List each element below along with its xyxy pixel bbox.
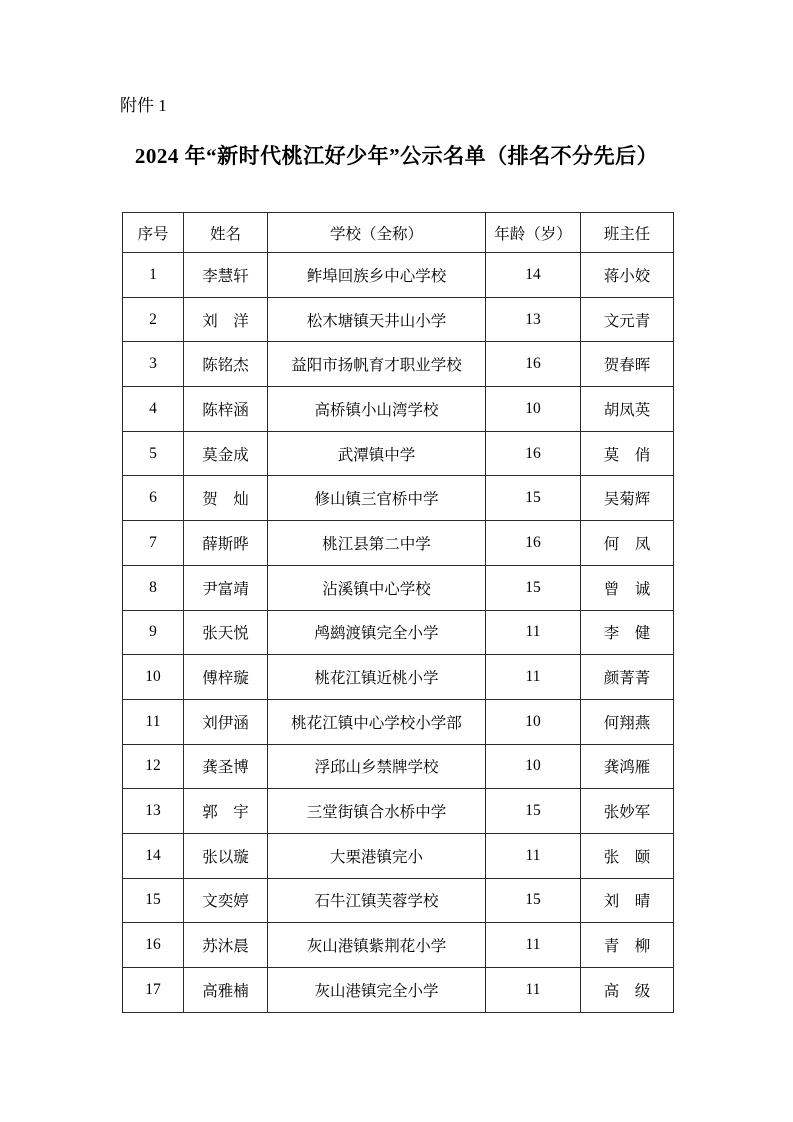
cell-teacher: 曾 诚 <box>581 565 674 610</box>
cell-name: 刘伊涵 <box>184 699 268 744</box>
table-row <box>123 923 674 968</box>
table-row <box>123 253 674 298</box>
table-row <box>123 565 674 610</box>
cell-name: 傅梓璇 <box>184 655 268 700</box>
table-row <box>123 297 674 342</box>
cell-age: 15 <box>486 565 581 610</box>
cell-school: 武潭镇中学 <box>268 431 486 476</box>
cell-age: 13 <box>486 297 581 342</box>
cell-name: 苏沐晨 <box>184 923 268 968</box>
cell-school: 灰山港镇紫荆花小学 <box>268 923 486 968</box>
cell-age: 15 <box>486 789 581 834</box>
cell-school: 浮邱山乡禁牌学校 <box>268 744 486 789</box>
cell-age: 15 <box>486 476 581 521</box>
cell-name: 高雅楠 <box>184 968 268 1013</box>
cell-name: 刘 洋 <box>184 297 268 342</box>
cell-school: 桃花江镇近桃小学 <box>268 655 486 700</box>
cell-name: 郭 宇 <box>184 789 268 834</box>
cell-index: 15 <box>123 878 184 923</box>
cell-name: 尹富靖 <box>184 565 268 610</box>
cell-teacher: 蒋小姣 <box>581 253 674 298</box>
table-row <box>123 387 674 432</box>
cell-index: 5 <box>123 431 184 476</box>
cell-index: 3 <box>123 342 184 387</box>
cell-index: 4 <box>123 387 184 432</box>
cell-index: 16 <box>123 923 184 968</box>
cell-age: 16 <box>486 342 581 387</box>
table-row <box>123 476 674 521</box>
cell-index: 14 <box>123 833 184 878</box>
cell-name: 李慧轩 <box>184 253 268 298</box>
table-row <box>123 610 674 655</box>
cell-teacher: 何翔燕 <box>581 699 674 744</box>
cell-age: 11 <box>486 655 581 700</box>
cell-age: 10 <box>486 387 581 432</box>
table-row <box>123 521 674 566</box>
cell-index: 1 <box>123 253 184 298</box>
roster-table <box>122 212 674 1013</box>
cell-teacher: 高 级 <box>581 968 674 1013</box>
table-row <box>123 431 674 476</box>
cell-school: 松木塘镇天井山小学 <box>268 297 486 342</box>
cell-index: 7 <box>123 521 184 566</box>
cell-school: 益阳市扬帆育才职业学校 <box>268 342 486 387</box>
cell-index: 6 <box>123 476 184 521</box>
cell-age: 16 <box>486 431 581 476</box>
document-title: 2024 年“新时代桃江好少年”公示名单（排名不分先后） <box>134 144 659 168</box>
roster-body <box>123 253 674 1013</box>
cell-school: 鲊埠回族乡中心学校 <box>268 253 486 298</box>
cell-age: 10 <box>486 699 581 744</box>
table-row <box>123 833 674 878</box>
cell-age: 10 <box>486 744 581 789</box>
cell-teacher: 胡凤英 <box>581 387 674 432</box>
cell-teacher: 张妙军 <box>581 789 674 834</box>
column-header: 姓名 <box>184 213 268 253</box>
cell-teacher: 龚鸿雁 <box>581 744 674 789</box>
cell-teacher: 颜菁菁 <box>581 655 674 700</box>
cell-name: 莫金成 <box>184 431 268 476</box>
cell-index: 8 <box>123 565 184 610</box>
cell-index: 17 <box>123 968 184 1013</box>
column-header: 年龄（岁） <box>486 213 581 253</box>
cell-index: 9 <box>123 610 184 655</box>
cell-teacher: 文元青 <box>581 297 674 342</box>
attachment-label: 附件 1 <box>120 96 167 115</box>
cell-school: 桃江县第二中学 <box>268 521 486 566</box>
cell-school: 修山镇三官桥中学 <box>268 476 486 521</box>
cell-index: 12 <box>123 744 184 789</box>
cell-index: 2 <box>123 297 184 342</box>
cell-name: 张天悦 <box>184 610 268 655</box>
cell-age: 16 <box>486 521 581 566</box>
cell-teacher: 李 健 <box>581 610 674 655</box>
column-header: 班主任 <box>581 213 674 253</box>
cell-name: 陈梓涵 <box>184 387 268 432</box>
cell-teacher: 张 颐 <box>581 833 674 878</box>
cell-school: 灰山港镇完全小学 <box>268 968 486 1013</box>
table-row <box>123 699 674 744</box>
cell-name: 张以璇 <box>184 833 268 878</box>
cell-age: 15 <box>486 878 581 923</box>
cell-teacher: 刘 晴 <box>581 878 674 923</box>
cell-school: 高桥镇小山湾学校 <box>268 387 486 432</box>
cell-name: 龚圣博 <box>184 744 268 789</box>
cell-name: 陈铭杰 <box>184 342 268 387</box>
cell-school: 石牛江镇芙蓉学校 <box>268 878 486 923</box>
cell-age: 11 <box>486 968 581 1013</box>
table-row <box>123 968 674 1013</box>
cell-school: 桃花江镇中心学校小学部 <box>268 699 486 744</box>
cell-age: 14 <box>486 253 581 298</box>
cell-age: 11 <box>486 833 581 878</box>
cell-school: 三堂街镇合水桥中学 <box>268 789 486 834</box>
table-row <box>123 878 674 923</box>
cell-school: 鸬鹚渡镇完全小学 <box>268 610 486 655</box>
cell-index: 11 <box>123 699 184 744</box>
cell-name: 文奕婷 <box>184 878 268 923</box>
table-row <box>123 655 674 700</box>
cell-teacher: 何 凤 <box>581 521 674 566</box>
cell-index: 10 <box>123 655 184 700</box>
cell-age: 11 <box>486 923 581 968</box>
column-header: 学校（全称） <box>268 213 486 253</box>
header-row <box>123 213 674 253</box>
cell-teacher: 莫 俏 <box>581 431 674 476</box>
table-row <box>123 789 674 834</box>
cell-index: 13 <box>123 789 184 834</box>
table-row <box>123 744 674 789</box>
table-row <box>123 342 674 387</box>
cell-teacher: 青 柳 <box>581 923 674 968</box>
cell-teacher: 贺春晖 <box>581 342 674 387</box>
cell-name: 贺 灿 <box>184 476 268 521</box>
cell-name: 薛斯晔 <box>184 521 268 566</box>
cell-school: 沾溪镇中心学校 <box>268 565 486 610</box>
cell-teacher: 吴菊辉 <box>581 476 674 521</box>
column-header: 序号 <box>123 213 184 253</box>
cell-age: 11 <box>486 610 581 655</box>
cell-school: 大栗港镇完小 <box>268 833 486 878</box>
